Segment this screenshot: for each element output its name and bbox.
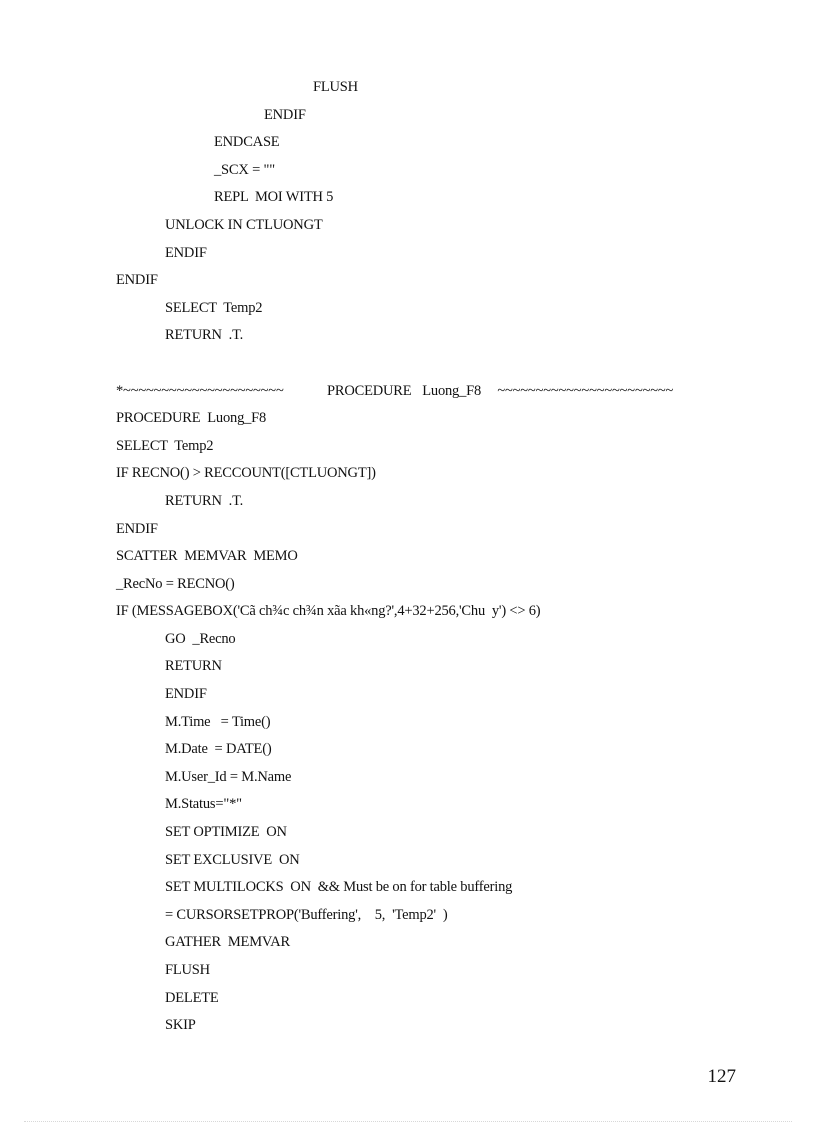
code-line: ENDIF xyxy=(116,520,158,537)
code-line: RETURN xyxy=(165,658,222,675)
blank-line xyxy=(116,352,776,380)
code-line: M.Date = DATE() xyxy=(165,741,272,758)
code-line: IF (MESSAGEBOX('Cã ch¾c ch¾n xãa kh«ng?',4+32+256,'Chu y') <> 6) xyxy=(116,603,541,620)
code-line: SET EXCLUSIVE ON xyxy=(165,851,300,868)
code-line: SCATTER MEMVAR MEMO xyxy=(116,548,298,565)
page-number: 127 xyxy=(707,1066,736,1087)
code-line: _SCX = "" xyxy=(214,161,275,178)
code-line: *~~~~~~~~~~~~~~~~~~~~~ PROCEDURE Luong_F8 ~~~~~~~~~~~~~~~~~~~~~~~ xyxy=(116,382,674,399)
code-line: M.Status="*" xyxy=(165,796,242,813)
code-line: IF RECNO() > RECCOUNT([CTLUONGT]) xyxy=(116,465,376,482)
code-line: UNLOCK IN CTLUONGT xyxy=(165,216,323,233)
code-line: M.Time = Time() xyxy=(165,713,271,730)
code-line: DELETE xyxy=(165,989,219,1006)
code-line: FLUSH xyxy=(313,79,358,95)
code-line: SELECT Temp2 xyxy=(116,437,214,454)
code-line: REPL MOI WITH 5 xyxy=(214,189,334,206)
code-line: ENDIF xyxy=(165,244,207,261)
page-bottom-rule xyxy=(24,1121,792,1122)
code-line: = CURSORSETPROP('Buffering', 5, 'Temp2' ) xyxy=(165,906,448,923)
code-line: FLUSH xyxy=(165,962,210,978)
code-line: SKIP xyxy=(165,1017,196,1034)
code-line: RETURN .T. xyxy=(165,327,244,344)
code-line: RETURN .T. xyxy=(165,492,244,509)
code-line: GATHER MEMVAR xyxy=(165,934,291,951)
code-line: ENDIF xyxy=(264,106,306,123)
code-listing xyxy=(116,76,776,1042)
code-line: SET OPTIMIZE ON xyxy=(165,824,287,841)
code-line: GO _Recno xyxy=(165,630,236,647)
code-line: ENDIF xyxy=(165,686,207,703)
code-line: SET MULTILOCKS ON && Must be on for table buffering xyxy=(165,879,513,896)
code-line: ENDIF xyxy=(116,272,158,289)
code-line: SELECT Temp2 xyxy=(165,299,263,316)
code-line: ENDCASE xyxy=(214,134,280,151)
code-line: _RecNo = RECNO() xyxy=(116,575,235,592)
code-line: M.User_Id = M.Name xyxy=(165,768,292,785)
code-line: PROCEDURE Luong_F8 xyxy=(116,410,267,427)
